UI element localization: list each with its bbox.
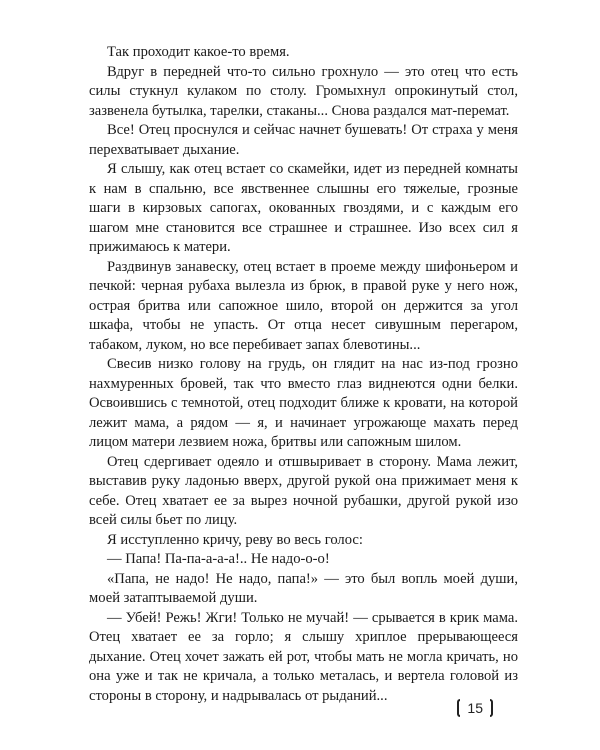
- paragraph: Отец сдергивает одеяло и отшвыривает в сторону. Мама лежит, выставив руку ладонью вверх, другой рукой она прижимает меня к себе. Отец хватает ее за вырез ночной рубашки, другой рукой изо всей силы бьет по лицу.: [89, 453, 518, 528]
- paragraph: Все! Отец проснулся и сейчас начнет бушевать! От страха у меня перехватывает дыхание.: [89, 122, 518, 158]
- paragraph: «Папа, не надо! Не надо, папа!» — это был вопль моей души, моей затаптываемой души.: [89, 570, 518, 606]
- paragraph: Я слышу, как отец встает со скамейки, идет из передней комнаты к нам в спальню, все явственнее слышны его тяжелые, грозные шаги в кирзовых сапогах, окованных гвоздями, и с каждым его шагом мне становится все страшнее и страшнее. Изо всех сил я прижимаюсь к матери.: [89, 161, 518, 255]
- paragraph: Я исступленно кричу, реву во весь голос:: [107, 531, 363, 548]
- body-text: [89, 43, 518, 706]
- paragraph: — Папа! Па-па-а-а-а!.. Не надо-о-о!: [107, 551, 330, 567]
- left-bracket-icon: [457, 699, 460, 717]
- page-number-value: 15: [467, 700, 483, 716]
- paragraph: Свесив низко голову на грудь, он глядит на нас из-под грозно нахмуренных бровей, так что вместо глаз виднеются одни белки. Освоившись с темнотой, отец подходит ближе к кровати, на которой лежит мама, а рядом — я, и начинает угрожающе махать перед лицом матери лезвием ножа, бритвы или сапожным шилом.: [89, 356, 518, 450]
- right-bracket-icon: [490, 699, 493, 717]
- paragraph: Вдруг в передней что-то сильно грохнуло — это отец что есть силы стукнул кулаком по столу. Громыхнул опрокинутый стол, зазвенела бутылка, тарелки, стаканы... Снова раздался мат-перемат.: [89, 63, 518, 119]
- paragraph: Так проходит какое-то время.: [107, 44, 290, 60]
- page-number: [457, 699, 493, 717]
- paragraph: — Убей! Режь! Жги! Только не мучай! — срывается в крик мама. Отец хватает ее за горло; я слышу хриплое прерывающееся дыхание. Отец хочет зажать ей рот, чтобы мать не могла кричать, но она уже и так не кричала, а только металась, и вертела головой из стороны в сторону, и надрывалась от рыданий...: [89, 609, 518, 704]
- paragraph: Раздвинув занавеску, отец встает в проеме между шифоньером и печкой: черная рубаха вылезла из брюк, в правой руке у него нож, острая бритва или сапожное шило, второй он держится за угол шкафа, чтобы не упасть. От отца несет сивушным перегаром, табаком, луком, но все перебивает запах блевотины...: [89, 258, 518, 353]
